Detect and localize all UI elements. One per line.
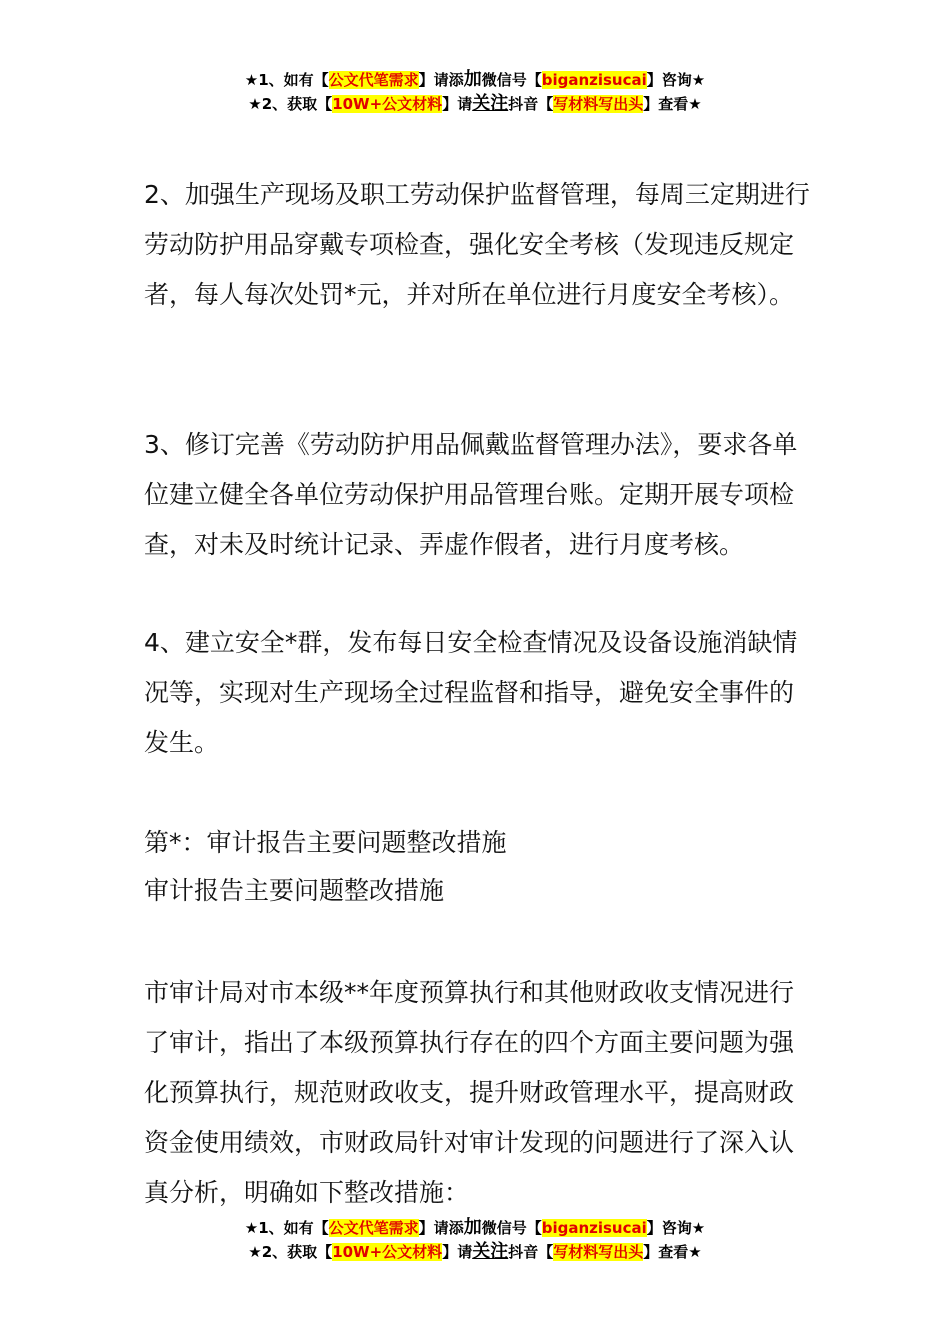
paragraph-audit: 市审计局对市本级**年度预算执行和其他财政收支情况进行了审计，指出了本级预算执行存在的四个方面主要问题为强化预算执行，规范财政收支，提升财政管理水平，提高财政资金使用绩效，市财政局针对审计发现的问题进行了深入认真分析，明确如下整改措施： <box>144 978 795 1207</box>
banner-text: 】查看★ <box>643 95 702 113</box>
banner-emphasis: 加 <box>463 69 482 90</box>
banner-highlight: 10W+公文材料 <box>332 95 443 113</box>
section-heading: 第*：审计报告主要问题整改措施 <box>144 828 507 857</box>
banner-text: ★2、获取【 <box>248 95 333 113</box>
banner-text: 】咨询★ <box>646 1219 706 1237</box>
banner-highlight: biganzisucai <box>541 1219 647 1237</box>
banner-highlight: 公文代笔需求 <box>328 71 419 89</box>
banner-text: 微信号【 <box>481 1219 542 1237</box>
banner-text: 抖音【 <box>508 95 554 113</box>
banner-text: 】请添 <box>418 71 464 89</box>
banner-text: ★1、如有【 <box>244 71 329 89</box>
banner-line-2 <box>0 92 950 116</box>
banner-text: ★1、如有【 <box>244 1219 329 1237</box>
paragraph-2: 2、加强生产现场及职工劳动保护监督管理，每周三定期进行劳动防护用品穿戴专项检查，强化安全考核（发现违反规定者，每人每次处罚*元，并对所在单位进行月度安全考核）。 <box>144 180 810 309</box>
section-subtitle: 审计报告主要问题整改措施 <box>144 876 445 905</box>
banner-text: 微信号【 <box>481 71 542 89</box>
banner-text: 抖音【 <box>508 1243 554 1261</box>
banner-highlight: 写材料写出头 <box>553 95 644 113</box>
banner-text: 】请 <box>442 95 473 113</box>
banner-line-1 <box>0 1216 950 1240</box>
bottom-banner <box>0 1216 950 1264</box>
banner-highlight: 写材料写出头 <box>553 1243 644 1261</box>
banner-emphasis: 关注 <box>472 1241 509 1262</box>
banner-line-2 <box>0 1240 950 1264</box>
banner-emphasis: 关注 <box>472 93 509 114</box>
banner-emphasis: 加 <box>463 1217 482 1238</box>
banner-highlight: biganzisucai <box>541 71 647 89</box>
top-banner <box>0 68 950 116</box>
banner-text: 】咨询★ <box>646 71 706 89</box>
banner-highlight: 10W+公文材料 <box>332 1243 443 1261</box>
banner-line-1 <box>0 68 950 92</box>
banner-highlight: 公文代笔需求 <box>328 1219 419 1237</box>
banner-text: ★2、获取【 <box>248 1243 333 1261</box>
banner-text: 】请 <box>442 1243 473 1261</box>
banner-text: 】请添 <box>418 1219 464 1237</box>
banner-text: 】查看★ <box>643 1243 702 1261</box>
paragraph-4: 4、建立安全*群，发布每日安全检查情况及设备设施消缺情况等，实现对生产现场全过程监督和指导，避免安全事件的发生。 <box>144 628 798 757</box>
paragraph-3: 3、修订完善《劳动防护用品佩戴监督管理办法》，要求各单位建立健全各单位劳动保护用品管理台账。定期开展专项检查，对未及时统计记录、弄虚作假者，进行月度考核。 <box>144 430 798 559</box>
